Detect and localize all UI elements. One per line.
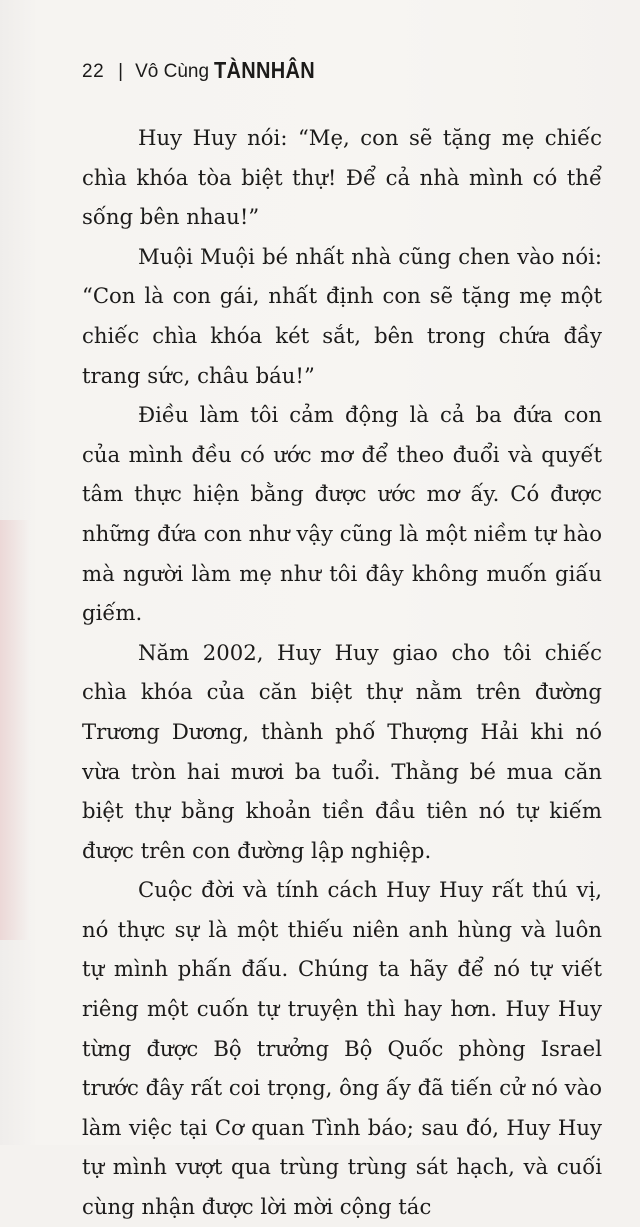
- paragraph: Cuộc đời và tính cách Huy Huy rất thú vị, nó thực sự là một thiếu niên anh hùng và luôn tự mình phấn đấu. Chúng ta hãy để nó tự viết riêng một cuốn tự truyện thì hay hơn. Huy Huy từng được Bộ trưởng Bộ Quốc phòng Israel trước đây rất coi trọng, ông ấy đã tiến cử nó vào làm việc tại Cơ quan Tình báo; sau đó, Huy Huy tự mình vượt qua trùng trùng sát hạch, và cuối cùng nhận được lời mời cộng tác: [82, 877, 602, 1220]
- book-title-brand: TÀNNHÂN: [214, 58, 316, 84]
- paragraph: Năm 2002, Huy Huy giao cho tôi chiếc chìa khóa của căn biệt thự nằm trên đường Trương Dương, thành phố Thượng Hải khi nó vừa tròn hai mươi ba tuổi. Thằng bé mua căn biệt thự bằng khoản tiền đầu tiên nó tự kiếm được trên con đường lập nghiệp.: [82, 639, 602, 863]
- header-separator: |: [118, 61, 124, 82]
- paragraph: Điều làm tôi cảm động là cả ba đứa con của mình đều có ước mơ để theo đuổi và quyết tâm thực hiện bằng được ước mơ ấy. Có được những đứa con như vậy cũng là một niềm tự hào mà người làm mẹ như tôi đây không muốn giấu giếm.: [82, 402, 602, 626]
- book-title: Vô Cùng: [135, 61, 210, 82]
- paragraph: Huy Huy nói: “Mẹ, con sẽ tặng mẹ chiếc chìa khóa tòa biệt thự! Để cả nhà mình có thể sống bên nhau!”: [82, 125, 602, 230]
- page-number: 22: [82, 61, 105, 82]
- running-header: [82, 60, 315, 96]
- paragraph: Muội Muội bé nhất nhà cũng chen vào nói: “Con là con gái, nhất định con sẽ tặng mẹ một chiếc chìa khóa két sắt, bên trong chứa đầy trang sức, châu báu!”: [82, 243, 602, 388]
- page-edge-tint: [0, 520, 30, 940]
- body-text: [82, 118, 602, 1227]
